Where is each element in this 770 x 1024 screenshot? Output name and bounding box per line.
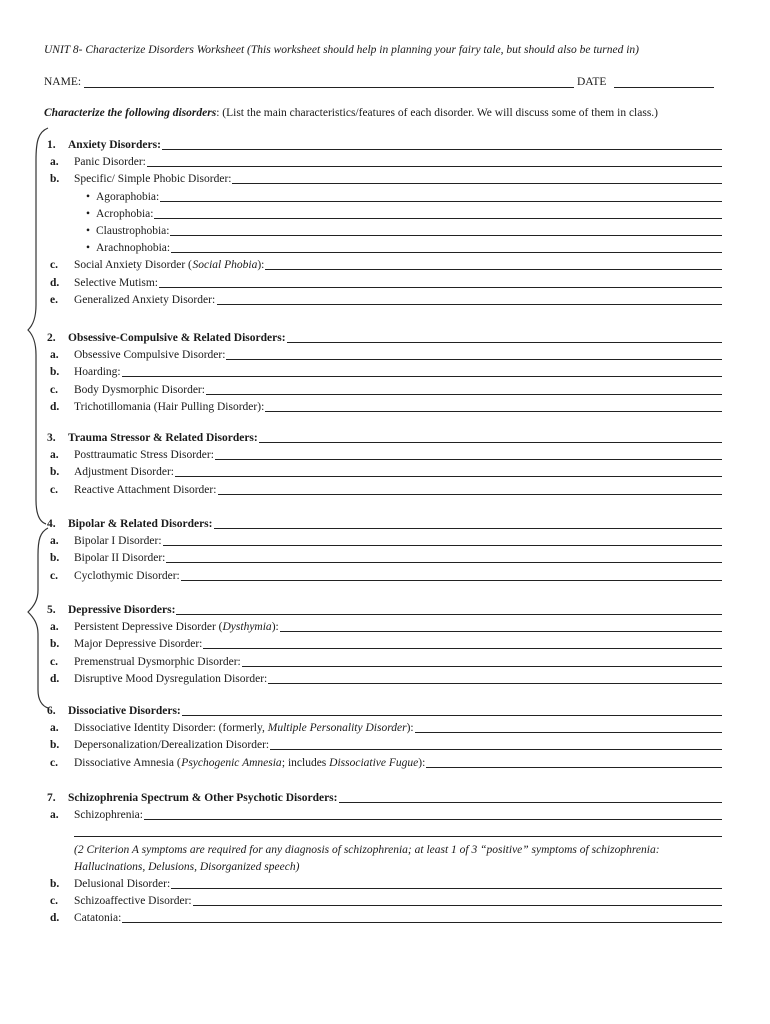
disorder-item <box>0 721 770 735</box>
item-letter: c. <box>50 383 58 396</box>
item-text: Hoarding: <box>74 366 121 379</box>
bullet-item <box>0 190 770 204</box>
answer-line[interactable] <box>217 304 722 305</box>
answer-line[interactable] <box>270 749 722 750</box>
item-letter: a. <box>50 722 59 735</box>
answer-line[interactable] <box>171 888 722 889</box>
item-text: Selective Mutism: <box>74 276 159 289</box>
section-answer-line[interactable] <box>287 342 722 343</box>
criterion-note-text: (2 Criterion A symptoms are required for any diagnosis of schizophrenia; at least 1 of 3 “positive” symptoms of schizophrenia: <box>74 843 660 856</box>
item-text-after: ): <box>271 621 279 634</box>
section-answer-line[interactable] <box>176 614 722 615</box>
section-answer-line[interactable] <box>182 715 722 716</box>
answer-line[interactable] <box>154 218 722 219</box>
disorder-item <box>0 465 770 479</box>
disorder-item <box>0 569 770 583</box>
item-text-italic: Dysthymia <box>222 621 272 634</box>
item-text: Social Anxiety Disorder ( <box>74 259 192 272</box>
name-label: NAME: <box>44 76 82 88</box>
item-letter: d. <box>50 400 60 413</box>
disorder-item <box>0 365 770 379</box>
disorder-item <box>0 348 770 362</box>
criterion-note <box>0 843 770 857</box>
answer-line[interactable] <box>415 732 722 733</box>
disorder-item <box>0 808 770 822</box>
item-text: Generalized Anxiety Disorder: <box>74 293 216 306</box>
answer-line[interactable] <box>163 545 722 546</box>
disorder-item <box>0 293 770 307</box>
item-text-after: ): <box>406 722 414 735</box>
answer-line[interactable] <box>166 562 722 563</box>
item-letter: a. <box>50 349 59 362</box>
item-text: Adjustment Disorder: <box>74 466 174 479</box>
answer-line[interactable] <box>242 666 722 667</box>
item-text: Schizophrenia: <box>74 809 143 822</box>
bullet-item <box>0 224 770 238</box>
answer-line[interactable] <box>160 201 722 202</box>
section-heading-5 <box>0 603 770 617</box>
section-title: Depressive Disorders: <box>68 604 176 616</box>
item-letter: a. <box>50 449 59 462</box>
item-letter: d. <box>50 912 60 925</box>
disorder-item <box>0 738 770 752</box>
instructions-rest: : (List the main characteristics/features of each disorder. We will discuss some of them in class.) <box>216 107 659 119</box>
worksheet-header: UNIT 8- Characterize Disorders Worksheet (This worksheet should help in planning your fairy tale, but should also be turned in) <box>44 44 639 56</box>
disorder-item <box>0 825 770 839</box>
answer-line[interactable] <box>122 922 722 923</box>
item-text-after-2: ): <box>418 756 426 769</box>
disorder-item <box>0 637 770 651</box>
section-answer-line[interactable] <box>162 149 722 150</box>
item-letter: c. <box>50 655 58 668</box>
disorder-item <box>0 672 770 686</box>
item-letter: b. <box>50 739 60 752</box>
section-heading-4 <box>0 517 770 531</box>
answer-line[interactable] <box>426 767 722 768</box>
item-text: Delusional Disorder: <box>74 878 171 890</box>
answer-line[interactable] <box>170 235 722 236</box>
answer-line[interactable] <box>215 459 722 460</box>
item-text-italic: Social Phobia <box>192 259 258 272</box>
item-text: Cyclothymic Disorder: <box>74 569 180 582</box>
item-letter: d. <box>50 276 60 289</box>
answer-line[interactable] <box>232 183 722 184</box>
disorder-item <box>0 383 770 397</box>
section-title: Dissociative Disorders: <box>68 705 181 717</box>
item-text: Catatonia: <box>74 912 122 925</box>
item-text: Persistent Depressive Disorder ( <box>74 621 223 634</box>
disorder-item <box>0 655 770 669</box>
item-text: Depersonalization/Derealization Disorder: <box>74 739 270 752</box>
bullet-icon: • <box>86 207 91 220</box>
section-heading-2 <box>0 331 770 345</box>
section-title: Anxiety Disorders: <box>68 139 161 151</box>
item-letter: a. <box>50 535 59 548</box>
section-number: 4. <box>47 518 56 530</box>
item-letter: a. <box>50 156 59 169</box>
section-title: Schizophrenia Spectrum & Other Psychotic Disorders: <box>68 792 338 804</box>
disorder-item <box>0 894 770 908</box>
answer-line[interactable] <box>265 269 722 270</box>
section-heading-6 <box>0 704 770 718</box>
section-number: 2. <box>47 332 56 344</box>
bullet-icon: • <box>86 190 91 203</box>
criterion-note-text: Hallucinations, Delusions, Disorganized speech) <box>74 860 300 873</box>
answer-line[interactable] <box>175 476 722 477</box>
answer-line[interactable] <box>268 683 722 684</box>
item-text-after: ): <box>257 259 265 272</box>
criterion-note <box>0 860 770 874</box>
disorder-item <box>0 400 770 414</box>
item-text-after: ; includes <box>281 756 327 769</box>
answer-line[interactable] <box>265 411 722 412</box>
answer-line[interactable] <box>181 580 722 581</box>
item-text-italic-2: Dissociative Fugue <box>329 756 419 769</box>
disorder-item <box>0 877 770 891</box>
disorder-item <box>0 258 770 272</box>
item-text-italic: Psychogenic Amnesia <box>181 756 282 769</box>
item-letter: c. <box>50 483 58 496</box>
answer-line[interactable] <box>74 836 722 837</box>
section-number: 5. <box>47 604 56 616</box>
item-text: Bipolar I Disorder: <box>74 535 162 548</box>
answer-line[interactable] <box>280 631 722 632</box>
item-letter: b. <box>50 466 60 479</box>
item-letter: c. <box>50 259 58 272</box>
section-answer-line[interactable] <box>214 528 722 529</box>
item-letter: d. <box>50 672 60 685</box>
item-text-italic: Multiple Personality Disorder <box>267 722 407 735</box>
item-text: Dissociative Identity Disorder: (formerly, <box>74 722 265 735</box>
bullet-icon: • <box>86 242 91 255</box>
item-text: Bipolar II Disorder: <box>74 552 166 565</box>
answer-line[interactable] <box>171 252 722 253</box>
item-letter: b. <box>50 552 60 565</box>
answer-line[interactable] <box>218 494 722 495</box>
section-title: Obsessive-Compulsive & Related Disorders: <box>68 332 286 344</box>
section-number: 1. <box>47 139 56 151</box>
disorder-item <box>0 620 770 634</box>
item-letter: b. <box>50 173 60 186</box>
item-text: Posttraumatic Stress Disorder: <box>74 449 214 462</box>
answer-line[interactable] <box>206 394 722 395</box>
disorder-item <box>0 756 770 770</box>
item-text: Schizoaffective Disorder: <box>74 895 192 908</box>
item-text: Specific/ Simple Phobic Disorder: <box>74 173 232 186</box>
item-text: Panic Disorder: <box>74 156 146 169</box>
disorder-item <box>0 483 770 497</box>
item-letter: b. <box>50 878 60 890</box>
item-text: Major Depressive Disorder: <box>74 638 203 651</box>
item-text: Acrophobia: <box>96 207 154 220</box>
disorder-item <box>0 155 770 169</box>
item-text: Disruptive Mood Dysregulation Disorder: <box>74 672 268 685</box>
answer-line[interactable] <box>203 648 722 649</box>
item-letter: c. <box>50 895 58 908</box>
disorder-item <box>0 534 770 548</box>
disorder-item <box>0 551 770 565</box>
disorder-item <box>0 448 770 462</box>
section-number: 6. <box>47 705 56 717</box>
item-letter: a. <box>50 809 59 822</box>
bullet-item <box>0 207 770 221</box>
section-title: Trauma Stressor & Related Disorders: <box>68 432 258 444</box>
section-heading-7 <box>0 791 770 805</box>
date-label: DATE <box>577 76 607 88</box>
item-letter: b. <box>50 638 60 651</box>
instructions-lead: Characterize the following disorders <box>44 107 217 119</box>
item-letter: b. <box>50 366 60 379</box>
section-answer-line[interactable] <box>259 442 722 443</box>
section-number: 7. <box>47 792 56 804</box>
answer-line[interactable] <box>122 376 722 377</box>
item-text: Trichotillomania (Hair Pulling Disorder): <box>74 400 265 413</box>
answer-line[interactable] <box>193 905 722 906</box>
section-title: Bipolar & Related Disorders: <box>68 518 213 530</box>
bullet-item <box>0 241 770 255</box>
bullet-icon: • <box>86 225 91 237</box>
item-text: Body Dysmorphic Disorder: <box>74 383 205 396</box>
item-letter: e. <box>50 293 58 306</box>
disorder-item <box>0 172 770 186</box>
item-text: Reactive Attachment Disorder: <box>74 483 217 496</box>
answer-line[interactable] <box>226 359 722 360</box>
disorder-item <box>0 911 770 925</box>
disorder-item <box>0 276 770 290</box>
item-text: Obsessive Compulsive Disorder: <box>74 349 226 362</box>
item-text: Premenstrual Dysmorphic Disorder: <box>74 655 241 668</box>
item-text: Claustrophobia: <box>96 225 170 237</box>
item-letter: c. <box>50 569 58 582</box>
item-text: Dissociative Amnesia ( <box>74 756 181 769</box>
item-text: Arachnophobia: <box>96 242 171 255</box>
answer-line[interactable] <box>147 166 722 167</box>
answer-line[interactable] <box>159 287 722 288</box>
answer-line[interactable] <box>144 819 722 820</box>
item-letter: c. <box>50 756 58 769</box>
item-letter: a. <box>50 621 59 634</box>
section-number: 3. <box>47 432 56 444</box>
item-text: Agoraphobia: <box>96 190 160 203</box>
section-answer-line[interactable] <box>339 802 722 803</box>
section-heading-1 <box>0 138 770 152</box>
section-heading-3 <box>0 431 770 445</box>
